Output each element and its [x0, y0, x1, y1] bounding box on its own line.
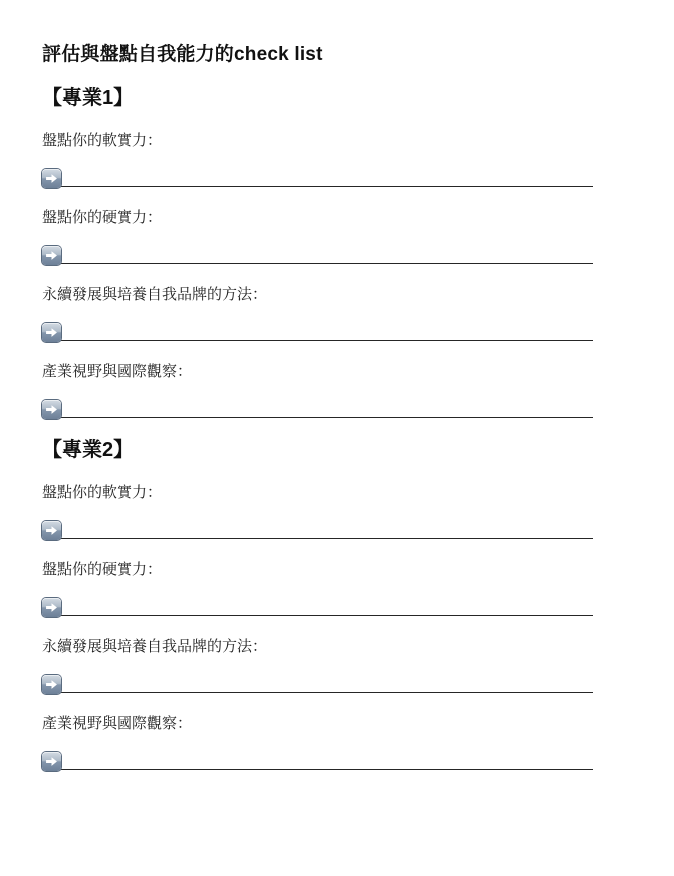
- section-heading-1: 【專業1】: [42, 87, 134, 109]
- field-label-soft-skills-1: 盤點你的軟實力：: [42, 132, 163, 149]
- field-label-industry-vision-2: 產業視野與國際觀察：: [42, 715, 193, 732]
- answer-row-personal-brand-1[interactable]: [42, 322, 593, 342]
- page-title: 評估與盤點自我能力的check list: [42, 44, 323, 65]
- right-arrow-icon: [42, 246, 61, 265]
- answer-row-hard-skills-2[interactable]: [42, 597, 593, 617]
- answer-row-soft-skills-1[interactable]: [42, 168, 593, 188]
- field-label-personal-brand-1: 永續發展與培養自我品牌的方法：: [42, 286, 268, 303]
- field-label-industry-vision-1: 產業視野與國際觀察：: [42, 363, 193, 380]
- right-arrow-icon: [42, 169, 61, 188]
- field-label-hard-skills-2: 盤點你的硬實力：: [42, 561, 163, 578]
- answer-line[interactable]: [61, 262, 593, 264]
- field-label-hard-skills-1: 盤點你的硬實力：: [42, 209, 163, 226]
- answer-line[interactable]: [61, 768, 593, 770]
- answer-row-soft-skills-2[interactable]: [42, 520, 593, 540]
- answer-row-industry-vision-2[interactable]: [42, 751, 593, 771]
- section-heading-2: 【專業2】: [42, 439, 134, 461]
- right-arrow-icon: [42, 752, 61, 771]
- right-arrow-icon: [42, 598, 61, 617]
- field-label-personal-brand-2: 永續發展與培養自我品牌的方法：: [42, 638, 268, 655]
- answer-line[interactable]: [61, 691, 593, 693]
- right-arrow-icon: [42, 323, 61, 342]
- right-arrow-icon: [42, 400, 61, 419]
- answer-line[interactable]: [61, 339, 593, 341]
- right-arrow-icon: [42, 521, 61, 540]
- answer-row-hard-skills-1[interactable]: [42, 245, 593, 265]
- answer-line[interactable]: [61, 416, 593, 418]
- right-arrow-icon: [42, 675, 61, 694]
- answer-line[interactable]: [61, 537, 593, 539]
- answer-row-industry-vision-1[interactable]: [42, 399, 593, 419]
- answer-line[interactable]: [61, 185, 593, 187]
- answer-line[interactable]: [61, 614, 593, 616]
- answer-row-personal-brand-2[interactable]: [42, 674, 593, 694]
- field-label-soft-skills-2: 盤點你的軟實力：: [42, 484, 163, 501]
